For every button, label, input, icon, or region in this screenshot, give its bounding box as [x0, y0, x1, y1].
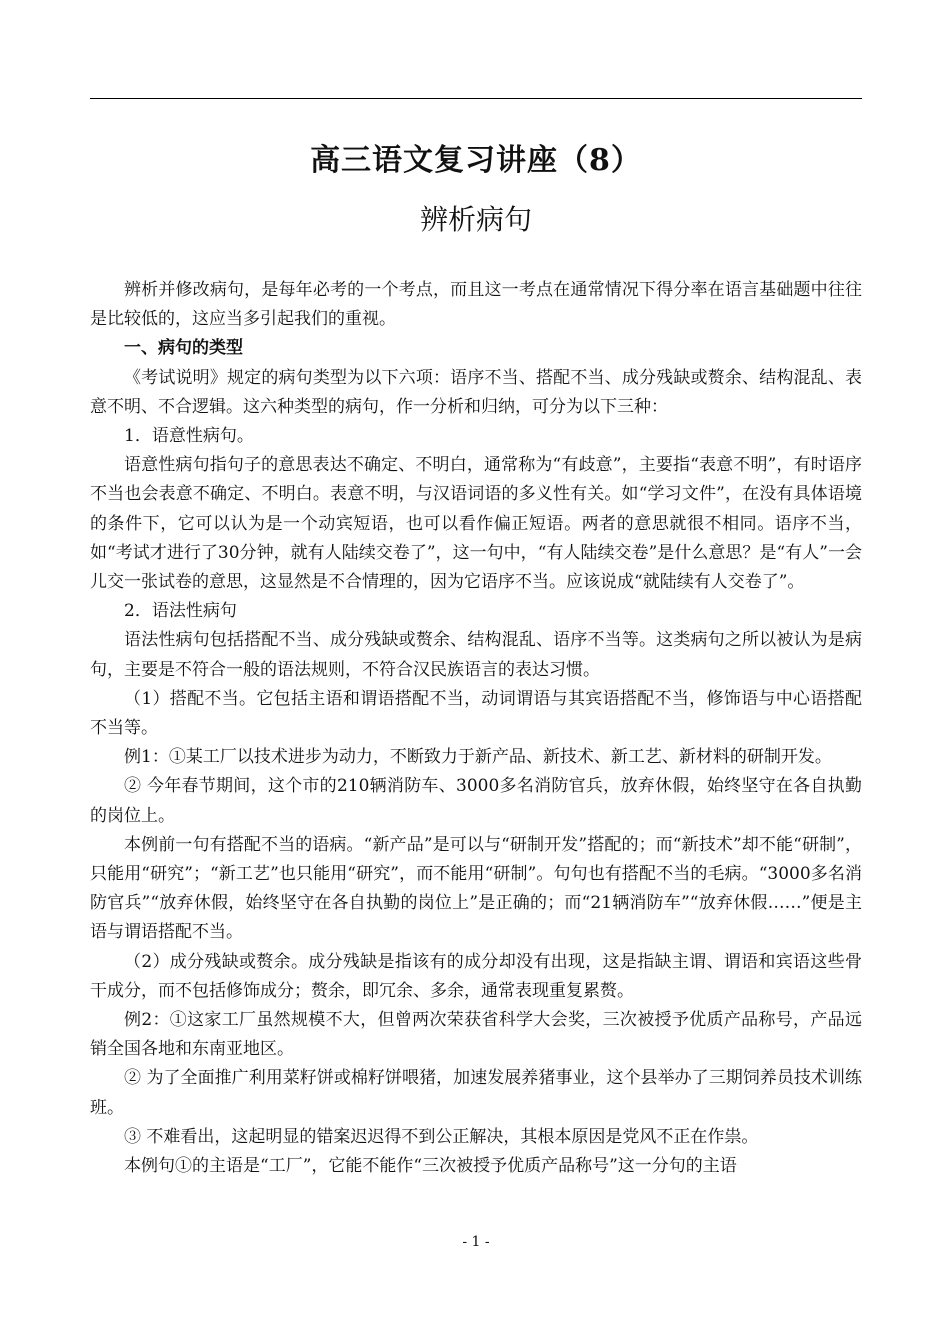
- example-paragraph: ② 为了全面推广利用菜籽饼或棉籽饼喂猪，加速发展养猪事业，这个县举办了三期饲养员技术训练班。: [90, 1068, 862, 1118]
- paragraph: 语法性病句包括搭配不当、成分残缺或赘余、结构混乱、语序不当等。这类病句之所以被认为是病句，主要是不符合一般的语法规则，不符合汉民族语言的表达习惯。: [90, 630, 862, 680]
- paragraph: 本例前一句有搭配不当的语病。“新产品”是可以与“研制开发”搭配的；而“新技术”却不能“研制”，只能用“研究”；“新工艺”也只能用“研究”，而不能用“研制”。句句也有搭配不当的毛病。“3000多名消防官兵”“放弃休假，始终坚守在各自执勤的岗位上”是正确的；而“21辆消防车”“放弃休假……”便是主语与谓语搭配不当。: [90, 834, 862, 943]
- example-paragraph: ③ 不难看出，这起明显的错案迟迟得不到公正解决，其根本原因是党风不正在作祟。: [124, 1126, 759, 1147]
- paragraph: 语意性病句指句子的意思表达不确定、不明白，通常称为“有歧意”，主要指“表意不明”，有时语序不当也会表意不确定、不明白。表意不明，与汉语词语的多义性有关。如“学习文件”，在没有具体语境的条件下，它可以认为是一个动宾短语，也可以看作偏正短语。两者的意思就很不相同。语序不当，如“考试才进行了30分钟，就有人陆续交卷了”，这一句中，“有人陆续交卷”是什么意思？是“有人”一会儿交一张试卷的意思，这显然是不合情理的，因为它语序不当。应该说成“就陆续有人交卷了”。: [90, 455, 862, 593]
- paragraph: 本例句①的主语是“工厂”，它能不能作“三次被授予优质产品称号”这一分句的主语: [124, 1156, 737, 1177]
- header-rule: [90, 98, 862, 99]
- page-number: - 1 -: [462, 1234, 490, 1250]
- document-subtitle: 辨析病句: [419, 203, 532, 236]
- document-body: [90, 276, 862, 1181]
- paragraph: （2）成分残缺或赘余。成分残缺是指该有的成分却没有出现，这是指缺主谓、谓语和宾语这些骨干成分，而不包括修饰成分；赘余，即冗余、多余，通常表现重复累赘。: [90, 951, 862, 1001]
- section-heading: 一、病句的类型: [124, 338, 243, 359]
- subsection-heading: 2．语法性病句: [124, 601, 237, 622]
- example-paragraph: 例2：①这家工厂虽然规模不大，但曾两次荣获省科学大会奖，三次被授予优质产品称号，产品远销全国各地和东南亚地区。: [90, 1010, 862, 1060]
- subsection-heading: 1．语意性病句。: [124, 426, 254, 447]
- paragraph: （1）搭配不当。它包括主语和谓语搭配不当，动词谓语与其宾语搭配不当，修饰语与中心语搭配不当等。: [90, 688, 862, 739]
- paragraph: 《考试说明》规定的病句类型为以下六项：语序不当、搭配不当、成分残缺或赘余、结构混乱、表意不明、不合逻辑。这六种类型的病句，作一分析和归纳，可分为以下三种：: [90, 367, 862, 417]
- intro-paragraph: 辨析并修改病句，是每年必考的一个考点，而且这一考点在通常情况下得分率在语言基础题中往往是比较低的，这应当多引起我们的重视。: [90, 280, 862, 330]
- example-paragraph: 例1：①某工厂以技术进步为动力，不断致力于新产品、新技术、新工艺、新材料的研制开发。: [124, 747, 832, 768]
- example-paragraph: ② 今年春节期间，这个市的210辆消防车、3000多名消防官兵，放弃休假，始终坚守在各自执勤的岗位上。: [90, 776, 862, 826]
- document-title: 高三语文复习讲座（8）: [310, 143, 642, 178]
